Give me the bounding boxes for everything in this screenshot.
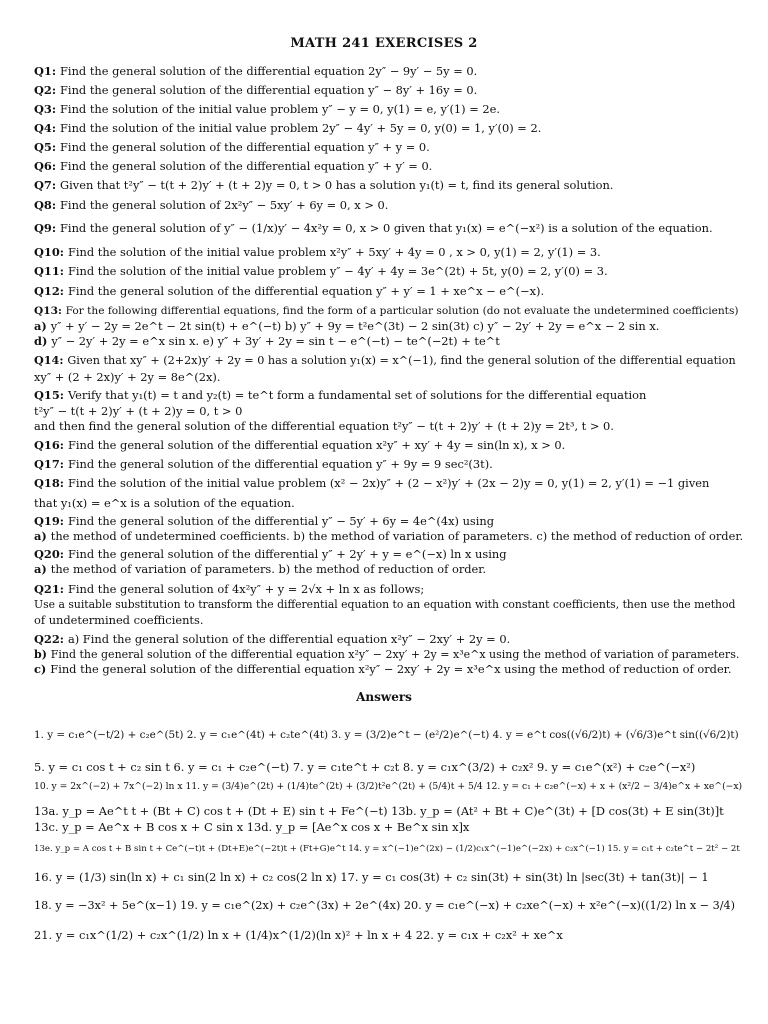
answer-line: 13a. y_p = Ae^t t + (Bt + C) cos t + (Dt + E) sin t + Fe^(−t) 13b. y_p = (At² + Bt + C)e^(3t) + [D cos(3t) + E sin(3t)]t xyxy=(34,804,724,818)
answer-line: 5. y = c₁ cos t + c₂ sin t 6. y = c₁ + c₂e^(−t) 7. y = c₁te^t + c₂t 8. y = c₁x^(3/2) + c₂x² 9. y = c₁e^(x²) + c₂e^(−x²) xyxy=(34,760,696,774)
question-label: Q15: xyxy=(34,388,68,402)
question-label: a) xyxy=(34,319,51,333)
question-line xyxy=(34,223,744,234)
question-text: Use a suitable substitution to transform the differential equation to an equation with constant coefficients, then use the method xyxy=(34,598,736,611)
question-line xyxy=(34,336,744,347)
question-label: Q3: xyxy=(34,102,61,116)
question-label: Q20: xyxy=(34,547,68,561)
question-line xyxy=(34,123,744,134)
question-line xyxy=(34,104,744,115)
question-line xyxy=(34,372,744,383)
question-text: the method of variation of parameters. b) the method of reduction of order. xyxy=(50,562,487,576)
question-text: Given that xy″ + (2+2x)y′ + 2y = 0 has a solution y₁(x) = x^(−1), find the general solution of the differential equation xyxy=(67,354,736,367)
question-text: Find the general solution of 2x²y″ − 5xy′ + 6y = 0, x > 0. xyxy=(60,198,389,212)
question-line xyxy=(34,421,744,432)
question-text: y″ + y′ − 2y = 2e^t − 2t sin(t) + e^(−t) b) y″ + 9y = t²e^(3t) − 2 sin(3t) c) y″ − 2y′ + 2y = e^x − 2 sin x. xyxy=(50,319,660,333)
question-line xyxy=(34,180,744,191)
question-label: Q6: xyxy=(34,159,61,173)
question-line xyxy=(34,478,744,489)
page-title: MATH 241 EXERCISES 2 xyxy=(290,36,478,51)
question-text: Find the solution of the initial value problem y″ − 4y′ + 4y = 3e^(2t) + 5t, y(0) = 2, y′(0) = 3. xyxy=(67,264,608,278)
question-text: Find the general solution of y″ − (1/x)y′ − 4x²y = 0, x > 0 given that y₁(x) = e^(−x²) is a solution of the equation. xyxy=(60,221,713,235)
answer-line: 13c. y_p = Ae^x + B cos x + C sin x 13d. y_p = [Ae^x cos x + Be^x sin x]x xyxy=(34,820,470,834)
question-line xyxy=(34,161,744,172)
question-label: a) xyxy=(34,562,51,576)
question-label: Q16: xyxy=(34,438,68,452)
question-text: Find the general solution of the differential y″ − 5y′ + 6y = 4e^(4x) using xyxy=(67,514,495,528)
question-label: Q19: xyxy=(34,514,68,528)
question-label: c) xyxy=(34,662,51,676)
question-line xyxy=(34,459,744,470)
question-text: Find the solution of the initial value problem y″ − y = 0, y(1) = e, y′(1) = 2e. xyxy=(60,102,501,116)
answer-line: 1. y = c₁e^(−t/2) + c₂e^(5t) 2. y = c₁e^(4t) + c₂te^(4t) 3. y = (3/2)e^t − (e²/2)e^(−t) 4. y = e^t cos((√6/2)t) + (√6/3)e^t sin((√6/2)t) xyxy=(34,729,739,741)
question-text: Given that t²y″ − t(t + 2)y′ + (t + 2)y = 0, t > 0 has a solution y₁(t) = t, find its general solution. xyxy=(60,178,614,192)
answer-line: 21. y = c₁x^(1/2) + c₂x^(1/2) ln x + (1/4)x^(1/2)(ln x)² + ln x + 4 22. y = c₁x + c₂x² + xe^x xyxy=(34,928,563,942)
question-line xyxy=(34,634,744,645)
question-label: d) xyxy=(34,334,52,348)
question-text: Find the general solution of the differential equation x²y″ − 2xy′ + 2y = x³e^x using the method of reduction of order. xyxy=(50,662,732,676)
question-label: Q9: xyxy=(34,221,61,235)
question-label: Q21: xyxy=(34,582,68,596)
question-line xyxy=(34,664,744,675)
question-line xyxy=(34,549,744,560)
question-line xyxy=(34,306,744,317)
question-label: Q8: xyxy=(34,198,61,212)
question-line xyxy=(34,66,744,77)
question-label: Q11: xyxy=(34,264,68,278)
question-line xyxy=(34,498,744,509)
question-line xyxy=(34,564,744,575)
question-label: Q17: xyxy=(34,457,68,471)
question-text: Find the solution of the initial value problem 2y″ − 4y′ + 5y = 0, y(0) = 1, y′(0) = 2. xyxy=(60,121,542,135)
question-text: Find the general solution of the differential equation x²y″ − 2xy′ + 2y = x³e^x using the method of variation of parameters. xyxy=(50,648,740,661)
question-label: Q1: xyxy=(34,64,61,78)
question-line xyxy=(34,440,744,451)
question-label: Q14: xyxy=(34,353,68,367)
answer-line: 10. y = 2x^(−2) + 7x^(−2) ln x 11. y = (3/4)e^(2t) + (1/4)te^(2t) + (3/2)t²e^(2t) + (5/4)t + 5/4 12. y = c₁ + c₂e^(−x) + x + (x²/2 − 3/4)e^x + xe^(−x) xyxy=(34,781,743,792)
question-text: a) Find the general solution of the differential equation x²y″ − 2xy′ + 2y = 0. xyxy=(67,632,511,646)
question-label: Q10: xyxy=(34,245,68,259)
question-line xyxy=(34,321,744,332)
question-text: that y₁(x) = e^x is a solution of the equation. xyxy=(34,496,295,510)
question-text: of undetermined coefficients. xyxy=(34,613,204,627)
question-text: Find the general solution of the differential equation y″ + y = 0. xyxy=(60,140,430,154)
question-text: Find the general solution of the differential equation x²y″ + xy′ + 4y = sin(ln x), x > 0. xyxy=(67,438,566,452)
question-label: Q18: xyxy=(34,476,68,490)
question-line xyxy=(34,615,744,626)
question-line xyxy=(34,355,744,366)
question-line xyxy=(34,266,744,277)
answer-line: 13e. y_p = A cos t + B sin t + Ce^(−t)t + (Dt+E)e^(−2t)t + (Ft+G)e^t 14. y = x^(−1)e^(2x) − (1/2)c₁x^(−1)e^(−2x) + c₂x^(−1) 15. y = c₁t + c₂te^t − 2t² − 2t xyxy=(34,844,740,854)
question-label: Q7: xyxy=(34,178,61,192)
question-line xyxy=(34,142,744,153)
question-text: Find the general solution of the differential equation y″ + 9y = 9 sec²(3t). xyxy=(67,457,493,471)
question-text: Find the general solution of 4x²y″ + y = 2√x + ln x as follows; xyxy=(67,582,425,596)
question-text: xy″ + (2 + 2x)y′ + 2y = 8e^(2x). xyxy=(34,370,221,384)
question-text: the method of undetermined coefficients. b) the method of variation of parameters. c) the method of reduction of order. xyxy=(50,529,744,543)
question-line xyxy=(34,649,744,660)
question-text: Find the solution of the initial value problem x²y″ + 5xy′ + 4y = 0 , x > 0, y(1) = 2, y′(1) = 3. xyxy=(67,245,601,259)
question-line xyxy=(34,390,744,401)
question-text: Verify that y₁(t) = t and y₂(t) = te^t form a fundamental set of solutions for the differential equation xyxy=(67,388,647,402)
question-label: Q2: xyxy=(34,83,61,97)
question-text: y″ − 2y′ + 2y = e^x sin x. e) y″ + 3y′ + 2y = sin t − e^(−t) − te^(−2t) + te^t xyxy=(51,334,500,348)
question-label: Q12: xyxy=(34,284,68,298)
question-line xyxy=(34,531,744,542)
question-line xyxy=(34,406,744,417)
question-text: Find the general solution of the differential equation y″ + y′ = 1 + xe^x − e^(−x). xyxy=(67,284,545,298)
question-text: Find the general solution of the differential equation y″ + y′ = 0. xyxy=(60,159,433,173)
question-label: Q13: xyxy=(34,305,66,317)
question-label: Q4: xyxy=(34,121,61,135)
question-line xyxy=(34,600,744,611)
answer-line: 18. y = −3x² + 5e^(x−1) 19. y = c₁e^(2x) + c₂e^(3x) + 2e^(4x) 20. y = c₁e^(−x) + c₂xe^(−x) + x²e^(−x)((1/2) ln x − 3/4) xyxy=(34,899,735,912)
question-label: b) xyxy=(34,648,51,661)
question-line xyxy=(34,584,744,595)
question-text: t²y″ − t(t + 2)y′ + (t + 2)y = 0, t > 0 xyxy=(34,404,243,418)
question-text: Find the solution of the initial value problem (x² − 2x)y″ + (2 − x²)y′ + (2x − 2)y = 0, y(1) = 2, y′(1) = −1 given xyxy=(67,476,710,490)
question-text: Find the general solution of the differential equation 2y″ − 9y′ − 5y = 0. xyxy=(60,64,478,78)
answer-line: 16. y = (1/3) sin(ln x) + c₁ sin(2 ln x) + c₂ cos(2 ln x) 17. y = c₁ cos(3t) + c₂ sin(3t) + sin(3t) ln |sec(3t) + tan(3t)| − 1 xyxy=(34,870,709,884)
question-line xyxy=(34,286,744,297)
question-text: Find the general solution of the differential equation y″ − 8y′ + 16y = 0. xyxy=(60,83,478,97)
question-line xyxy=(34,247,744,258)
question-line xyxy=(34,85,744,96)
question-label: a) xyxy=(34,529,51,543)
question-line xyxy=(34,516,744,527)
question-text: and then find the general solution of the differential equation t²y″ − t(t + 2)y′ + (t + 2)y = 2t³, t > 0. xyxy=(34,419,614,433)
question-text: Find the general solution of the differential y″ + 2y′ + y = e^(−x) ln x using xyxy=(67,547,507,561)
question-line xyxy=(34,200,744,211)
question-text: For the following differential equations, find the form of a particular solution (do not evaluate the undetermined coefficients) xyxy=(65,305,739,317)
question-label: Q22: xyxy=(34,632,68,646)
question-label: Q5: xyxy=(34,140,61,154)
answers-heading: Answers xyxy=(356,690,412,704)
